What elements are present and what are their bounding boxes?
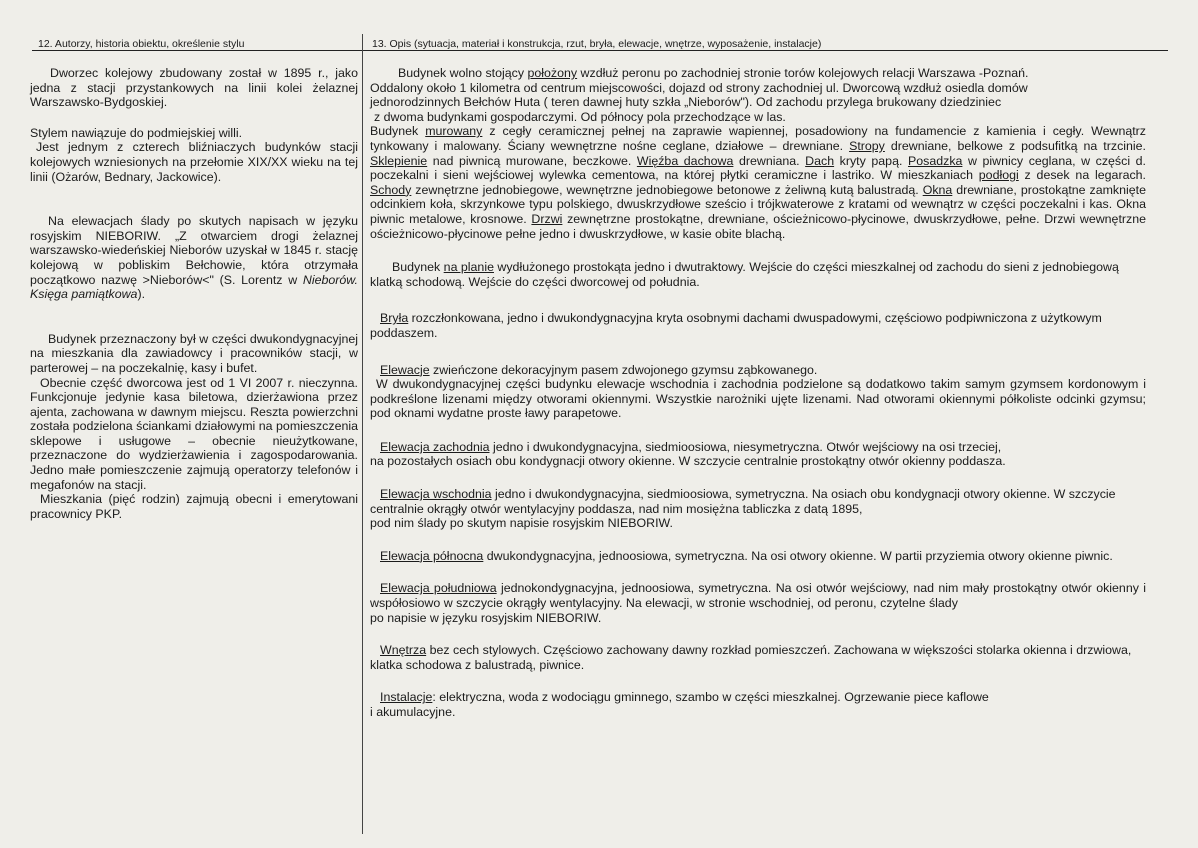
history-column (30, 66, 358, 521)
situation-line-1 (370, 66, 1146, 81)
keyword-sklepienie: Sklepienie (370, 153, 428, 168)
keyword-instalacje: Instalacje (380, 690, 433, 705)
south-elevation-paragraph (370, 581, 1146, 610)
construction-text: kryty papą. (834, 153, 908, 168)
book-title: Nieborów. Księga pamiątkowa (30, 272, 358, 302)
column-divider (362, 34, 363, 834)
massing-paragraph (370, 311, 1146, 340)
section-12-header: 12. Autorzy, historia obiektu, określenie stylu (38, 38, 245, 50)
keyword-dach: Dach (805, 153, 835, 168)
purpose-paragraph: Budynek przeznaczony był w części dwukondygnacyjnej na mieszkania dla zawiadowcy i pracowników stacji, w parterowej – na poczekalnię, kasy i bufet. (30, 331, 358, 375)
massing-text: rozczłonkowana, jedno i dwukondygnacyjna kryta osobnymi dachami dwuspadowymi, częściowo podpiwniczona z użytkowym poddaszem. (370, 311, 1102, 340)
keyword-elewacje: Elewacje (380, 362, 430, 377)
history-paragraph-1: Dworzec kolejowy zbudowany został w 1895 r., jako jedna z stacji przystankowych na linii kolei żelaznej Warszawsko-Bydgoskiej. (30, 66, 358, 110)
construction-text: nad piwnicą murowane, beczkowe. (427, 153, 637, 168)
keyword-wnetrza: Wnętrza (380, 643, 427, 658)
keyword-okna: Okna (922, 182, 953, 197)
description-column (370, 66, 1146, 720)
plan-block (370, 260, 1146, 289)
interiors-text: bez cech stylowych. Częściowo zachowany dawny rozkład pomieszczeń. Zachowana w większości stolarka okienna i drzwiowa, klatka schodowa z balustradą, piwnice. (370, 643, 1132, 672)
elevations-paragraph-2: W dwukondygnacyjnej części budynku elewacje wschodnia i zachodnia podzielone są dodatkowo takim samym gzymsem kordonowym i podkreślone lizenami między otworami okiennymi. Wszystkie narożniki ujęte lizenami. Nad otworami okiennymi półkoliste odcinki gzymsu; pod oknami wydatne proste ławy parapetowe. (370, 377, 1146, 421)
west-text: jedno i dwukondygnacyjna, siedmioosiowa, niesymetryczna. Otwór wejściowy na osi trzeciej, (489, 439, 1002, 454)
section-13-header: 13. Opis (sytuacja, materiał i konstrukcja, rzut, bryła, elewacje, wnętrze, wyposażenie, instalacje) (372, 38, 822, 50)
situation-line-2: Oddalony około 1 kilometra od centrum miejscowości, dojazd od strony zachodniej ul. Dworcową wzdłuż osiedla domów (370, 80, 1028, 95)
keyword-na-planie: na planie (443, 260, 494, 275)
keyword-bryla: Bryła (380, 311, 409, 326)
situation-text: Budynek wolno stojący (398, 66, 528, 80)
construction-text: z desek na legarach. (1018, 168, 1146, 183)
keyword-wiezba: Więźba dachowa (636, 153, 734, 168)
installations-block (370, 690, 1146, 719)
keyword-elewacja-zachodnia: Elewacja zachodnia (380, 439, 490, 454)
keyword-posadzka: Posadzka (907, 153, 963, 168)
plan-paragraph (370, 260, 1146, 289)
interiors-paragraph (370, 643, 1146, 672)
situation-keyword: położony (527, 66, 578, 80)
north-text: dwukondygnacyjna, jednoosiowa, symetryczna. Na osi otwory okienne. W partii przyziemia otwory okienne piwnic. (483, 548, 1113, 563)
east-elevation-line-2: pod nim ślady po skutym napisie rosyjskim NIEBORIW. (370, 516, 673, 531)
construction-text: zewnętrzne prostokątne, drewniane, ościeżnicowo-płycinowe, dwuskrzydłowe, pełne. Drzwi wewnętrzne ościeżnicowo-płycinowe pełne jedno i dwuskrzydłowe, w kasie obite blachą. (370, 211, 1146, 241)
construction-text: drewniane, belkowe z podsufitką na trzcinie. (884, 138, 1146, 153)
keyword-elewacja-poludniowa: Elewacja południowa (380, 581, 497, 596)
header-rule (32, 50, 1168, 51)
massing-block (370, 311, 1146, 340)
elevations-text: zwieńczone dekoracyjnym pasem zdwojonego gzymsu ząbkowanego. (429, 362, 818, 377)
keyword-schody: Schody (370, 182, 412, 197)
west-elevation-line-1 (370, 440, 1146, 455)
construction-text: drewniana. (733, 153, 806, 168)
keyword-murowany: murowany (425, 124, 483, 139)
situation-line-4: z dwoma budynkami gospodarczymi. Od północy pola przechodzące w las. (374, 109, 786, 124)
east-text: jedno i dwukondygnacyjna, siedmioosiowa, symetryczna. Na osiach obu kondygnacji otwory okienne. W szczycie centralnie okrągły otwór wentylacyjny poddasza, nad nim mosiężna tabliczka z datą 1895, (370, 487, 1116, 516)
keyword-stropy: Stropy (849, 138, 885, 153)
west-elevation-block (370, 440, 1146, 469)
east-elevation-block (370, 487, 1146, 531)
inscriptions-text: Na elewacjach ślady po skutych napisach w języku rosyjskim NIEBORIW. „Z otwarciem drogi żelaznej warszawsko-wiedeńskiej Nieborów uzyskał w 1845 r. stację kolejową w pobliskim Bełchowie, która otrzymała początkowo nazwę >Nieborów<" (S. Lorentz w (30, 214, 358, 287)
keyword-elewacja-wschodnia: Elewacja wschodnia (380, 487, 492, 502)
south-elevation-line-2: po napisie w języku rosyjskim NIEBORIW. (370, 610, 602, 625)
situation-block (370, 66, 1146, 124)
installations-text: : elektryczna, woda z wodociągu gminnego, szambo w części mieszkalnej. Ogrzewanie piece kaflowe (432, 690, 989, 705)
north-elevation-block (370, 549, 1146, 564)
construction-text: w piwnicy ceglana, w części d. poczekalni i sieni wejściowej wylewka cementowa, na której płytki ceramiczne i lastriko. W mieszkaniach (370, 153, 1146, 183)
construction-paragraph (370, 124, 1146, 241)
form-sheet (30, 28, 1168, 836)
current-use-paragraph: Obecnie część dworcowa jest od 1 VI 2007 r. nieczynna. Funkcjonuje jedynie kasa biletowa, dzierżawiona przez ajenta, zachowana w dawnym miejscu. Reszta powierzchni została podzielona ściankami działowymi na pomieszczenia sklepowe i usługowe – obecnie nieużytkowane, przeznaczone do wydzierżawienia i zagospodarowania. Jedno małe pomieszczenie zajmują operatorzy telefonów i megafonów na stacji. (30, 375, 358, 492)
keyword-elewacja-polnocna: Elewacja północna (380, 548, 484, 563)
situation-text-end: wzdłuż peronu po zachodniej stronie torów kolejowych relacji Warszawa -Poznań. (577, 66, 1029, 80)
keyword-podlogi: podłogi (978, 168, 1019, 183)
elevations-block (370, 363, 1146, 421)
construction-block (370, 124, 1146, 241)
situation-line-3: jednorodzinnych Bełchów Huta ( teren dawnej huty szkła „Nieborów"). Od zachodu przylega brukowany dziedziniec (370, 95, 1002, 110)
west-elevation-line-2: na pozostałych osiach obu kondygnacji otwory okienne. W szczycie centralnie prostokątny otwór okienny poddasza. (370, 454, 1006, 469)
north-elevation-paragraph (370, 549, 1146, 564)
inscriptions-close: ). (137, 287, 146, 302)
twin-buildings-paragraph: Jest jednym z czterech bliźniaczych budynków stacji kolejowych wzniesionych na przełomie XIX/XX wieku na tej linii (Ożarów, Bednary, Jackowice). (30, 140, 358, 184)
east-elevation-line-1 (370, 487, 1146, 516)
construction-text: z cegły ceramicznej pełnej na zaprawie wapiennej, posadowiony na fundamencie z kamienia i cegły. Wewnątrz tynkowany i malowany. Ściany wewnętrzne nośne ceglane, działowe – drewniane. (370, 124, 1146, 153)
residents-paragraph: Mieszkania (pięć rodzin) zajmują obecni i emerytowani pracownicy PKP. (30, 492, 358, 521)
construction-text: Budynek (370, 124, 426, 139)
plan-text: wydłużonego prostokąta jedno i dwutraktowy. Wejście do części mieszkalnej od zachodu do sieni z jednobiegową klatką schodową. Wejście do części dworcowej od południa. (370, 260, 1119, 289)
south-text: jednokondygnacyjna, jednoosiowa, symetryczna. Na osi otwór wejściowy, nad nim mały prostokątny otwór okienny i współosiowo w szczycie okrągły wentylacyjny. Na elewacji, w stronie wschodniej, od peronu, czytelne ślady (370, 581, 1146, 611)
plan-text: Budynek (392, 260, 444, 275)
south-elevation-block (370, 581, 1146, 625)
construction-text: drewniane, prostokątne zamknięte odcinkiem koła, skrzynkowe typu polskiego, dwuskrzydłowe sześcio i trójkwaterowe z kratami od wewnątrz w części poczekalni i kas. Okna piwnic metalowe, krosnowe. (370, 182, 1146, 226)
interiors-block (370, 643, 1146, 672)
installations-line-2: i akumulacyjne. (370, 705, 456, 719)
style-paragraph: Stylem nawiązuje do podmiejskiej willi. (30, 125, 243, 140)
installations-line-1 (370, 690, 1146, 705)
section-headers (30, 36, 1168, 54)
elevations-paragraph-1 (370, 363, 1146, 378)
construction-text: zewnętrzne jednobiegowe, wewnętrzne jednobiegowe betonowe z żeliwną kutą balustradą. (411, 182, 923, 197)
inscriptions-paragraph (30, 214, 358, 302)
keyword-drzwi: Drzwi (531, 211, 563, 226)
